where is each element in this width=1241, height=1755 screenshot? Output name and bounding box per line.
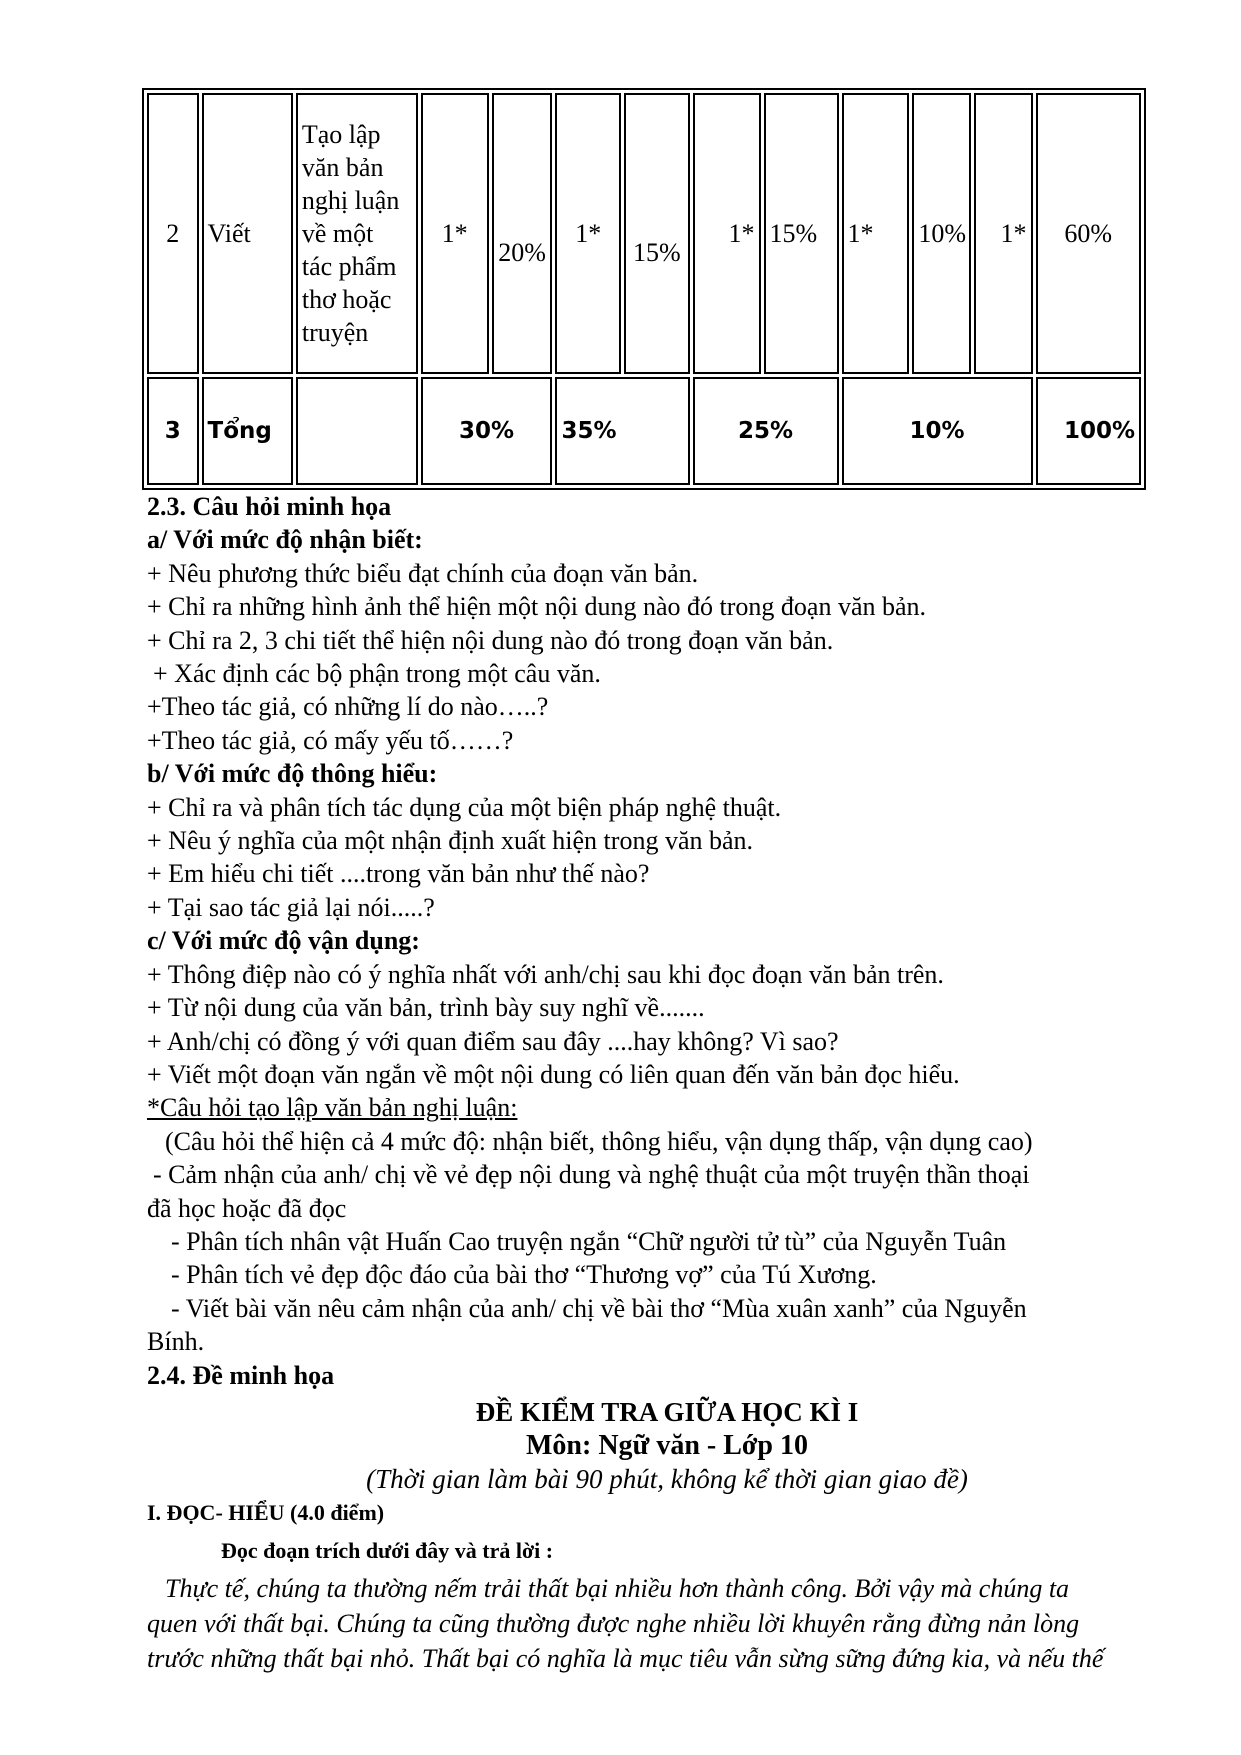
list-item: + Thông điệp nào có ý nghĩa nhất với anh/chị sau khi đọc đoạn văn bản trên. [147,959,944,989]
document-body [147,490,1127,1676]
essay-item-cont: Bính. [147,1327,205,1357]
cell-content [296,93,418,374]
cell-total: 35% [555,377,689,485]
subsection-heading: b/ Với mức độ thông hiểu: [147,759,438,789]
list-item: + Chỉ ra những hình ảnh thể hiện một nội dung nào đó trong đoạn văn bản. [147,592,927,622]
passage-line: trước những thất bại nhỏ. Thất bại có nghĩa là mục tiêu vẫn sừng sững đứng kia, và nếu thế [147,1644,1104,1673]
part-heading: I. ĐỌC- HIỂU (4.0 điểm) [147,1500,385,1526]
essay-item: - Viết bài văn nêu cảm nhận của anh/ chị về bài thơ “Mùa xuân xanh” của Nguyễn [171,1293,1027,1323]
cell-value: 20% [492,93,553,374]
list-item: +Theo tác giả, có mấy yếu tố……? [147,725,514,755]
table-row-total [147,377,1141,485]
subsection-heading: c/ Với mức độ vận dụng: [147,926,420,956]
essay-item: - Phân tích vẻ đẹp độc đáo của bài thơ “Thương vợ” của Tú Xương. [171,1260,877,1290]
content-line: Tạo lập [301,120,381,149]
cell-value: 1* [974,93,1033,374]
cell-value: 60% [1036,93,1141,374]
cell-content [296,377,418,485]
list-item: + Viết một đoạn văn ngắn về một nội dung có liên quan đến văn bản đọc hiểu. [147,1059,960,1089]
list-item: + Nêu ý nghĩa của một nhận định xuất hiện trong văn bản. [147,826,754,856]
exam-title: ĐỀ KIỂM TRA GIỮA HỌC KÌ I [475,1396,859,1427]
list-item: + Tại sao tác giả lại nói.....? [147,892,435,922]
exam-time-note: (Thời gian làm bài 90 phút, không kể thời gian giao đề) [366,1463,968,1494]
content-line: nghị luận [301,186,400,215]
essay-item: - Phân tích nhân vật Huấn Cao truyện ngắn “Chữ người tử tù” của Nguyễn Tuân [171,1226,1007,1256]
cell-total: 100% [1036,377,1141,485]
matrix-table-wrapper [142,88,1146,490]
content-line: về một [301,219,374,248]
assessment-matrix-table [142,88,1146,490]
list-item: + Từ nội dung của văn bản, trình bày suy nghĩ về....... [147,993,705,1023]
cell-value: 10% [912,93,971,374]
content-line: văn bản [301,153,384,182]
section-heading: 2.3. Câu hỏi minh họa [147,492,392,521]
content-line: truyện [301,318,369,347]
cell-value: 15% [624,93,690,374]
cell-skill: Viết [202,93,293,374]
list-item: + Chỉ ra và phân tích tác dụng của một biện pháp nghệ thuật. [147,792,782,822]
list-item: + Anh/chị có đồng ý với quan điểm sau đây ....hay không? Vì sao? [147,1026,839,1056]
cell-total: 10% [842,377,1033,485]
passage-line: Thực tế, chúng ta thường nếm trải thất bại nhiều hơn thành công. Bởi vậy mà chúng ta [165,1574,1070,1603]
cell-total: 30% [421,377,553,485]
list-item: + Xác định các bộ phận trong một câu văn. [153,659,601,689]
cell-label: Tổng [202,377,293,485]
list-item: + Nêu phương thức biểu đạt chính của đoạn văn bản. [147,558,699,588]
content-line: tác phẩm [301,252,397,281]
cell-no: 3 [147,377,199,485]
exam-subject: Môn: Ngữ văn - Lớp 10 [526,1430,808,1462]
essay-note: (Câu hỏi thể hiện cả 4 mức độ: nhận biết, thông hiểu, vận dụng thấp, vận dụng cao) [165,1126,1033,1156]
list-item: + Chỉ ra 2, 3 chi tiết thể hiện nội dung nào đó trong đoạn văn bản. [147,625,834,655]
list-item: +Theo tác giả, có những lí do nào…..? [147,692,549,722]
cell-total: 25% [693,377,839,485]
list-item: + Em hiểu chi tiết ....trong văn bản như thế nào? [147,859,650,889]
passage-line: quen với thất bại. Chúng ta cũng thường được nghe nhiều lời khuyên rằng đừng nản lòng [147,1609,1080,1638]
cell-value: 1* [555,93,621,374]
cell-value: 1* [842,93,910,374]
content-line: thơ hoặc [301,285,392,314]
cell-value: 1* [693,93,761,374]
essay-item-cont: đã học hoặc đã đọc [147,1193,347,1223]
subsection-heading: a/ Với mức độ nhận biết: [147,525,423,555]
instruction: Đọc đoạn trích dưới đây và trả lời : [221,1537,554,1563]
cell-value: 1* [421,93,489,374]
cell-no: 2 [147,93,199,374]
essay-heading: *Câu hỏi tạo lập văn bản nghị luận: [147,1093,518,1123]
cell-value: 15% [764,93,839,374]
section-heading: 2.4. Đề minh họa [147,1360,335,1390]
table-row-writing [147,93,1141,374]
essay-item: - Cảm nhận của anh/ chị về vẻ đẹp nội dung và nghệ thuật của một truyện thần thoại [153,1160,1030,1190]
